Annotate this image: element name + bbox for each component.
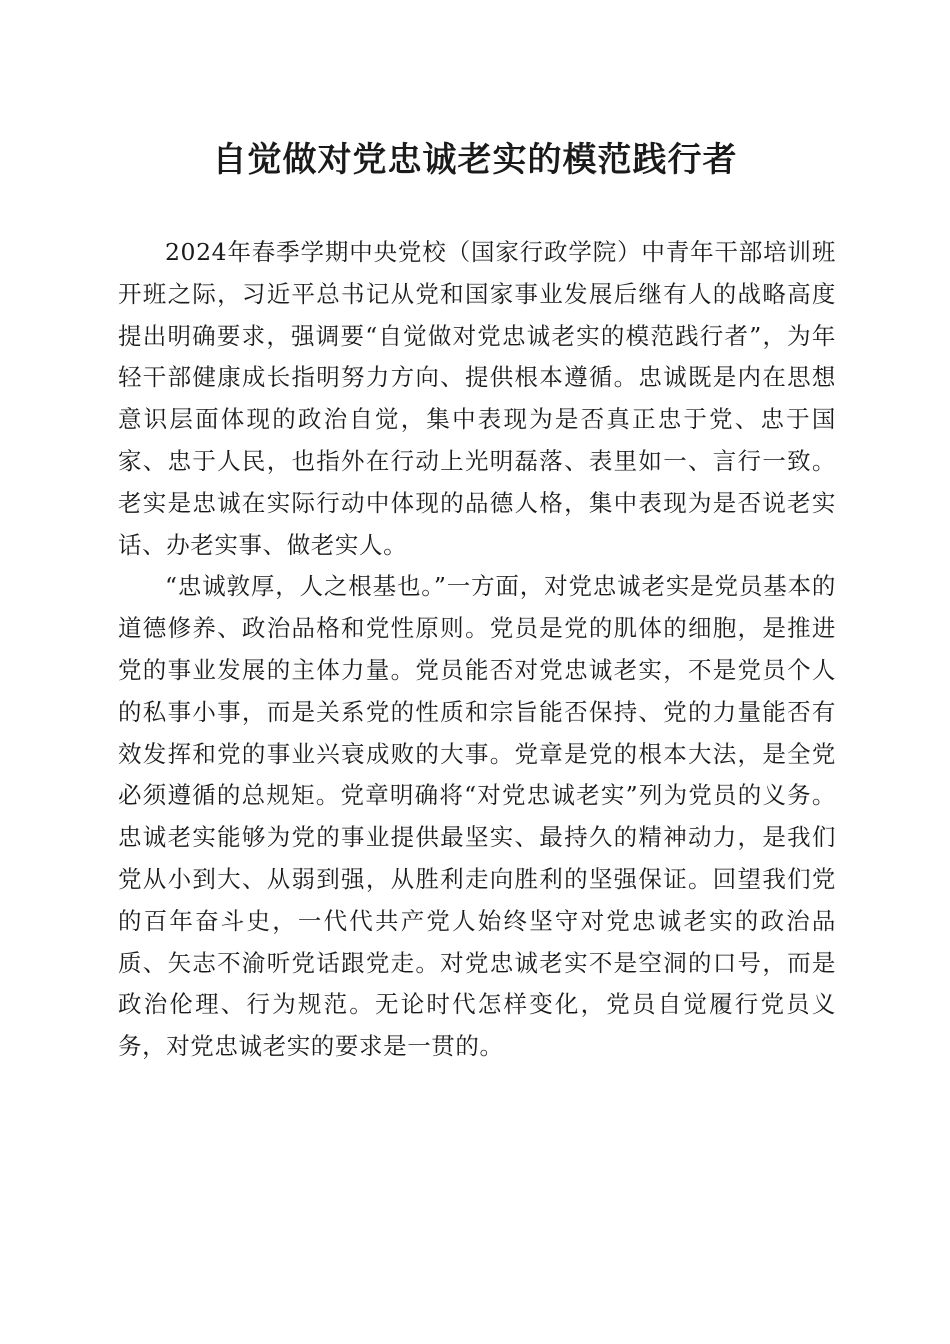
document-title: 自觉做对党忠诚老实的模范践行者: [212, 140, 738, 180]
paragraph-1: 2024年春季学期中央党校（国家行政学院）中青年干部培训班开班之际，习近平总书记从党和国家事业发展后继有人的战略高度提出明确要求，强调要“自觉做对党忠诚老实的模范践行者”，为年轻干部健康成长指明努力方向、提供根本遵循。忠诚既是内在思想意识层面体现的政治自觉，集中表现为是否真正忠于党、忠于国家、忠于人民，也指外在行动上光明磊落、表里如一、言行一致。老实是忠诚在实际行动中体现的品德人格，集中表现为是否说老实话、办老实事、做老实人。: [118, 238, 836, 559]
document-body: [118, 232, 836, 1068]
paragraph-2: “忠诚敦厚，人之根基也。”一方面，对党忠诚老实是党员基本的道德修养、政治品格和党性原则。党员是党的肌体的细胞，是推进党的事业发展的主体力量。党员能否对党忠诚老实，不是党员个人的私事小事，而是关系党的性质和宗旨能否保持、党的力量能否有效发挥和党的事业兴衰成败的大事。党章是党的根本大法，是全党必须遵循的总规矩。党章明确将“对党忠诚老实”列为党员的义务。忠诚老实能够为党的事业提供最坚实、最持久的精神动力，是我们党从小到大、从弱到强，从胜利走向胜利的坚强保证。回望我们党的百年奋斗史，一代代共产党人始终坚守对党忠诚老实的政治品质、矢志不渝听党话跟党走。对党忠诚老实不是空洞的口号，而是政治伦理、行为规范。无论时代怎样变化，党员自觉履行党员义务，对党忠诚老实的要求是一贯的。: [118, 572, 836, 1061]
